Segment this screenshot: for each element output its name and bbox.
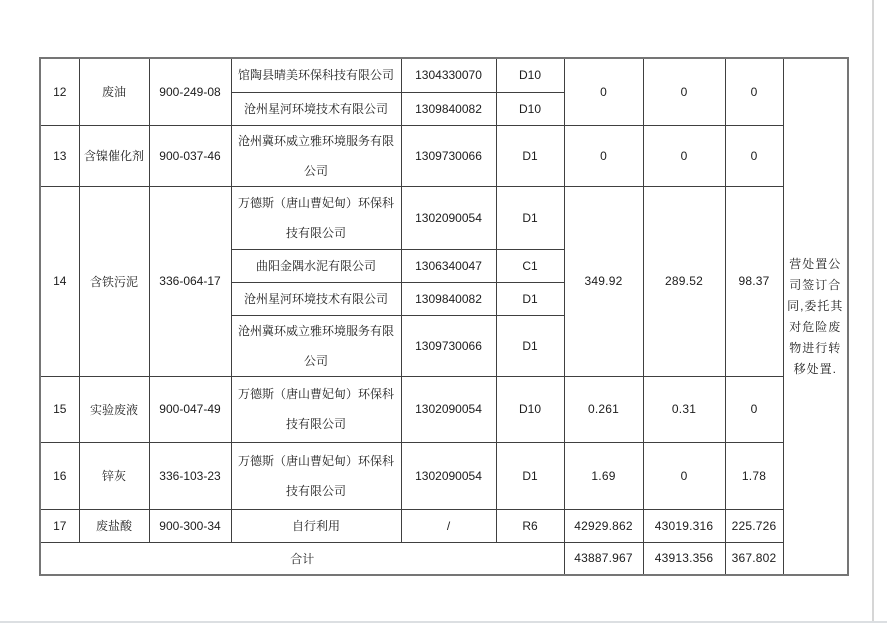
value-cell: 0	[725, 58, 783, 125]
value-cell: 0.31	[643, 376, 725, 442]
value-cell: 289.52	[643, 186, 725, 376]
waste-code-cell: 336-103-23	[149, 442, 231, 509]
method-cell: D10	[496, 92, 564, 125]
waste-name-cell: 废盐酸	[79, 509, 149, 542]
waste-name-cell: 含镍催化剂	[79, 125, 149, 186]
license-cell: 1309840082	[401, 92, 496, 125]
value-cell: 43019.316	[643, 509, 725, 542]
method-cell: D1	[496, 315, 564, 376]
value-cell: 0	[643, 442, 725, 509]
value-cell: 0	[643, 58, 725, 125]
company-cell: 馆陶县晴美环保科技有限公司	[231, 58, 401, 92]
waste-code-cell: 900-037-46	[149, 125, 231, 186]
value-cell: 225.726	[725, 509, 783, 542]
row-number-cell: 15	[40, 376, 79, 442]
total-label-cell: 合计	[40, 542, 564, 575]
license-cell: 1302090054	[401, 186, 496, 249]
license-cell: 1302090054	[401, 376, 496, 442]
waste-code-cell: 900-249-08	[149, 58, 231, 125]
company-cell: 万德斯（唐山曹妃甸）环保科技有限公司	[231, 186, 401, 249]
row-number-cell: 14	[40, 186, 79, 376]
license-cell: 1306340047	[401, 249, 496, 282]
value-cell: 1.69	[564, 442, 643, 509]
table-row	[40, 125, 848, 186]
waste-name-cell: 含铁污泥	[79, 186, 149, 376]
company-cell: 万德斯（唐山曹妃甸）环保科技有限公司	[231, 442, 401, 509]
waste-code-cell: 900-300-34	[149, 509, 231, 542]
method-cell: D10	[496, 58, 564, 92]
total-value-cell: 367.802	[725, 542, 783, 575]
license-cell: /	[401, 509, 496, 542]
method-cell: D1	[496, 125, 564, 186]
page-right-edge	[872, 0, 874, 623]
total-value-cell: 43913.356	[643, 542, 725, 575]
waste-code-cell: 336-064-17	[149, 186, 231, 376]
company-cell: 沧州冀环威立雅环境服务有限公司	[231, 315, 401, 376]
total-row	[40, 542, 848, 575]
value-cell: 42929.862	[564, 509, 643, 542]
company-cell: 沧州冀环威立雅环境服务有限公司	[231, 125, 401, 186]
value-cell: 0	[564, 58, 643, 125]
waste-name-cell: 锌灰	[79, 442, 149, 509]
method-cell: D10	[496, 376, 564, 442]
method-cell: C1	[496, 249, 564, 282]
row-number-cell: 17	[40, 509, 79, 542]
waste-code-cell: 900-047-49	[149, 376, 231, 442]
method-cell: D1	[496, 282, 564, 315]
total-value-cell: 43887.967	[564, 542, 643, 575]
waste-name-cell: 实验废液	[79, 376, 149, 442]
method-cell: D1	[496, 186, 564, 249]
row-number-cell: 12	[40, 58, 79, 125]
license-cell: 1302090054	[401, 442, 496, 509]
row-number-cell: 13	[40, 125, 79, 186]
value-cell: 0	[725, 376, 783, 442]
company-cell: 曲阳金隅水泥有限公司	[231, 249, 401, 282]
company-cell: 万德斯（唐山曹妃甸）环保科技有限公司	[231, 376, 401, 442]
company-cell: 沧州星河环境技术有限公司	[231, 282, 401, 315]
value-cell: 98.37	[725, 186, 783, 376]
license-cell: 1309840082	[401, 282, 496, 315]
license-cell: 1304330070	[401, 58, 496, 92]
value-cell: 0	[725, 125, 783, 186]
row-number-cell: 16	[40, 442, 79, 509]
value-cell: 349.92	[564, 186, 643, 376]
license-cell: 1309730066	[401, 315, 496, 376]
table-row	[40, 509, 848, 542]
table-row	[40, 442, 848, 509]
value-cell: 0.261	[564, 376, 643, 442]
hazardous-waste-table	[39, 57, 849, 576]
notes-cell: 营处置公司签订合同,委托其对危险废物进行转移处置.	[783, 58, 848, 575]
value-cell: 0	[564, 125, 643, 186]
value-cell: 0	[643, 125, 725, 186]
table-row	[40, 376, 848, 442]
page-bottom-edge	[0, 621, 887, 623]
company-cell: 沧州星河环境技术有限公司	[231, 92, 401, 125]
table-row	[40, 186, 848, 249]
method-cell: R6	[496, 509, 564, 542]
company-cell: 自行利用	[231, 509, 401, 542]
table-row	[40, 58, 848, 92]
waste-name-cell: 废油	[79, 58, 149, 125]
license-cell: 1309730066	[401, 125, 496, 186]
method-cell: D1	[496, 442, 564, 509]
value-cell: 1.78	[725, 442, 783, 509]
